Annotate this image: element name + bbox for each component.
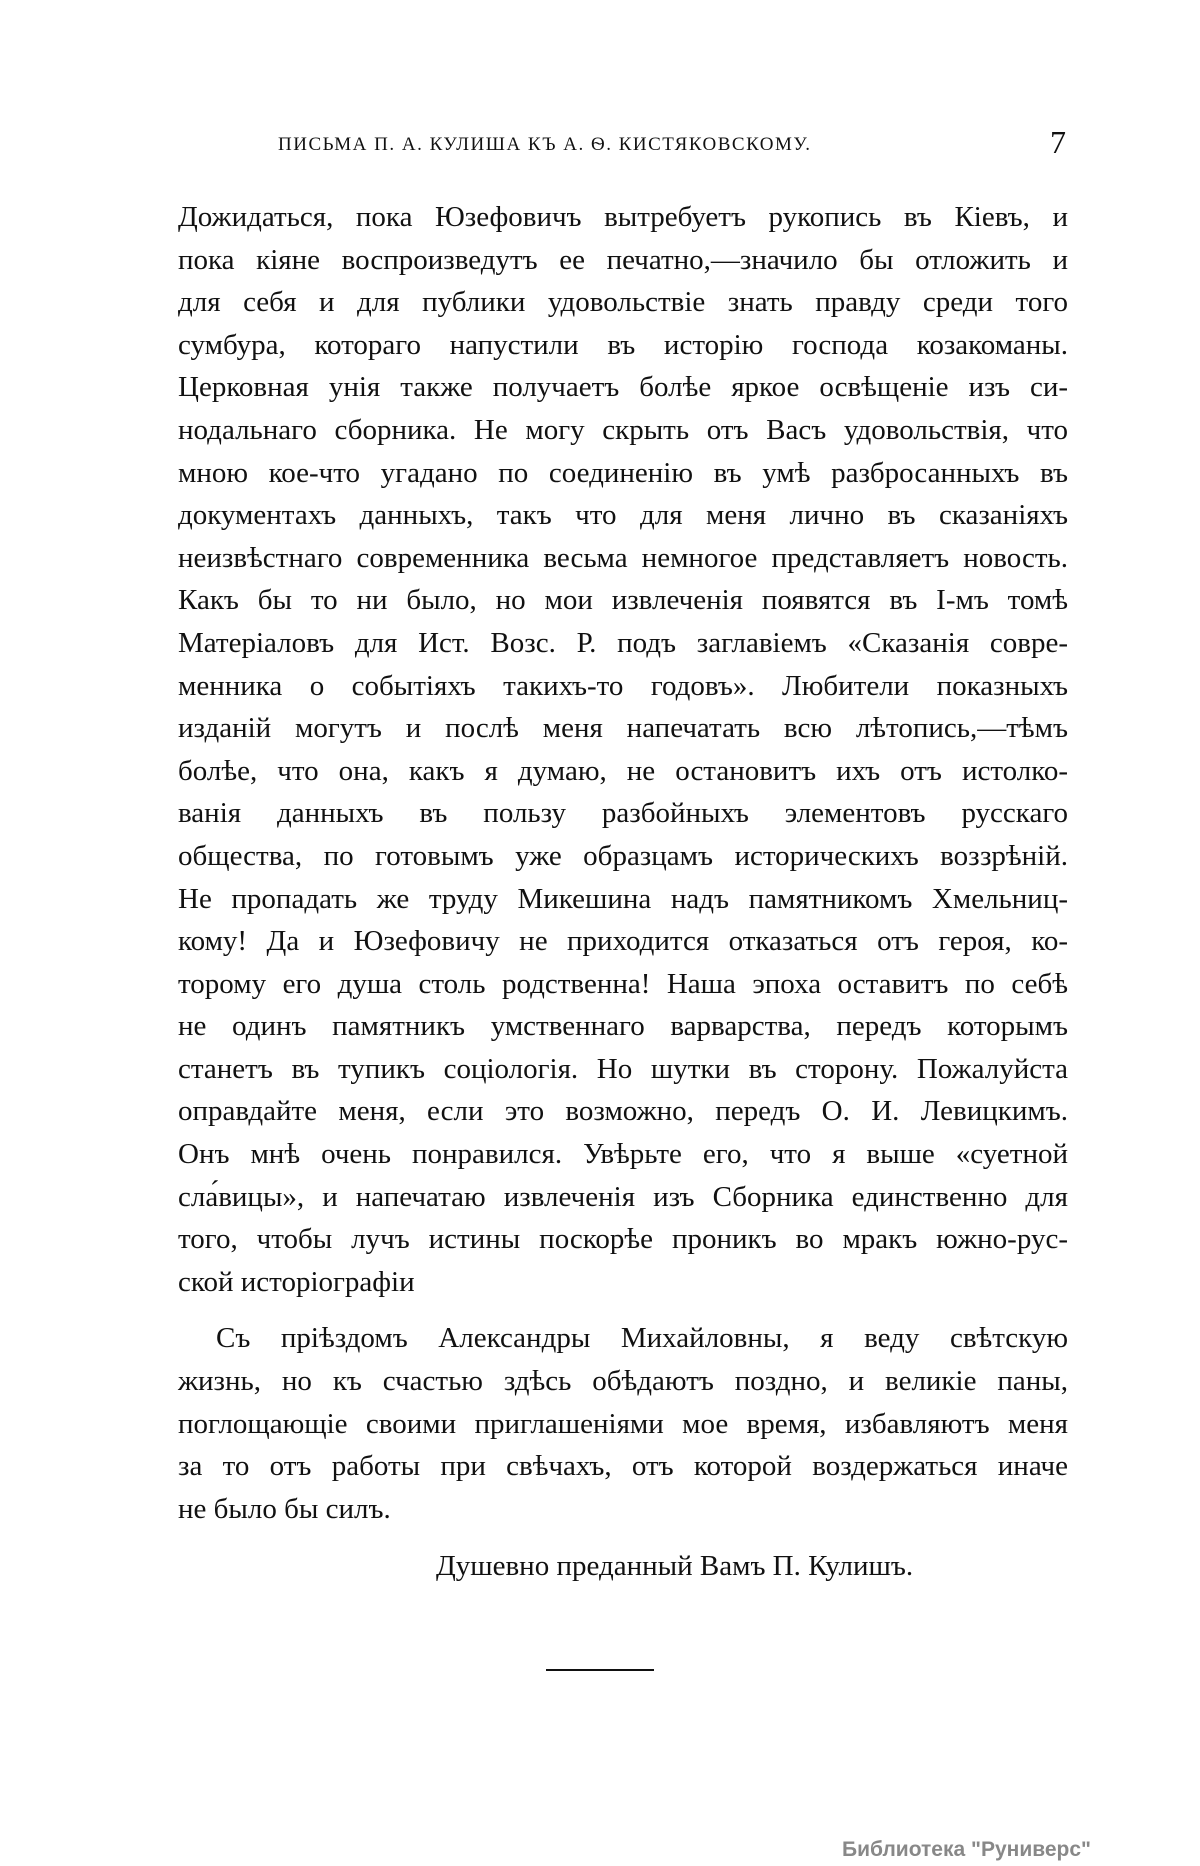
text-line: станетъ въ тупикъ соціологія. Но шутки въ сторону. Пожалуйста (178, 1052, 1068, 1085)
text-line: для себя и для публики удовольствіе знать правду среди того (178, 286, 1068, 319)
text-line: Онъ мнѣ очень понравился. Увѣрьте его, что я выше «суетной (178, 1138, 1068, 1171)
text-line: Дожидаться, пока Юзефовичъ вытребуетъ рукопись въ Кіевъ, и (178, 201, 1068, 233)
text-line: Матеріаловъ для Ист. Возс. Р. подъ заглавіемъ «Сказанія совре- (178, 626, 1068, 659)
text-line: документахъ данныхъ, такъ что для меня лично въ сказаніяхъ (178, 499, 1068, 532)
text-line: сумбура, котораго напустили въ исторію господа козакоманы. (178, 328, 1068, 361)
text-line: ской исторіографіи (178, 1265, 415, 1298)
text-line: оправдайте меня, если это возможно, передъ О. И. Левицкимъ. (178, 1095, 1068, 1128)
text-line: менника о событіяхъ такихъ-то годовъ». Любители показныхъ (178, 669, 1068, 702)
text-line: болѣе, что она, какъ я думаю, не остановитъ ихъ отъ истолко- (178, 754, 1068, 787)
text-line: мною кое-что угадано по соединенію въ умѣ разбросанныхъ въ (178, 456, 1068, 489)
paragraph-2 (178, 1317, 1068, 1530)
text-line: не было бы силъ. (178, 1492, 391, 1525)
text-line: пока кіяне воспроизведутъ ее печатно,—значило бы отложить и (178, 243, 1068, 276)
text-line: торому его душа столь родственна! Наша эпоха оставитъ по себѣ (178, 967, 1068, 1000)
running-title: ПИСЬМА П. А. КУЛИША КЪ А. Ѳ. КИСТЯКОВСКОМУ. (278, 134, 812, 155)
text-line: того, чтобы лучъ истины поскорѣе проникъ во мракъ южно-рус- (178, 1223, 1068, 1256)
end-rule-divider (546, 1669, 654, 1671)
text-line: Церковная унія также получаетъ болѣе яркое освѣщеніе изъ си- (178, 371, 1068, 404)
text-line: за то отъ работы при свѣчахъ, отъ которой воздержаться иначе (178, 1450, 1068, 1483)
page-number: 7 (1050, 124, 1066, 160)
text-line: нодальнаго сборника. Не могу скрыть отъ Васъ удовольствія, что (178, 413, 1068, 446)
text-line: изданій могутъ и послѣ меня напечатать всю лѣтопись,—тѣмъ (178, 712, 1068, 745)
text-line: общества, по готовымъ уже образцамъ историческихъ воззрѣній. (178, 839, 1068, 872)
text-line: ванія данныхъ въ пользу разбойныхъ элементовъ русскаго (178, 797, 1068, 830)
text-line: кому! Да и Юзефовичу не приходится отказаться отъ героя, ко- (178, 925, 1068, 958)
text-line: Не пропадать же труду Микешина надъ памятникомъ Хмельниц- (178, 882, 1068, 915)
text-line: поглощающіе своими приглашеніями мое время, избавляютъ меня (178, 1407, 1068, 1440)
text-line: сла́вицы», и напечатаю извлеченія изъ Сборника единственно для (178, 1180, 1068, 1213)
signature: Душевно преданный Вамъ П. Кулишъ. (436, 1550, 914, 1582)
text-line: не одинъ памятникъ умственнаго варварства, передъ которымъ (178, 1010, 1068, 1043)
watermark: Библиотека "Руниверс" (842, 1838, 1092, 1861)
text-line: Какъ бы то ни было, но мои извлеченія появятся въ I-мъ томѣ (178, 584, 1068, 617)
text-line: неизвѣстнаго современника весьма немногое представляетъ новость. (178, 541, 1068, 574)
paragraph-1 (178, 196, 1068, 1303)
text-line: жизнь, но къ счастью здѣсь обѣдаютъ поздно, и великіе паны, (178, 1365, 1068, 1398)
text-line: Съ пріѣздомъ Александры Михайловны, я веду свѣтскую (216, 1322, 1068, 1355)
letter-body (178, 196, 1068, 1530)
